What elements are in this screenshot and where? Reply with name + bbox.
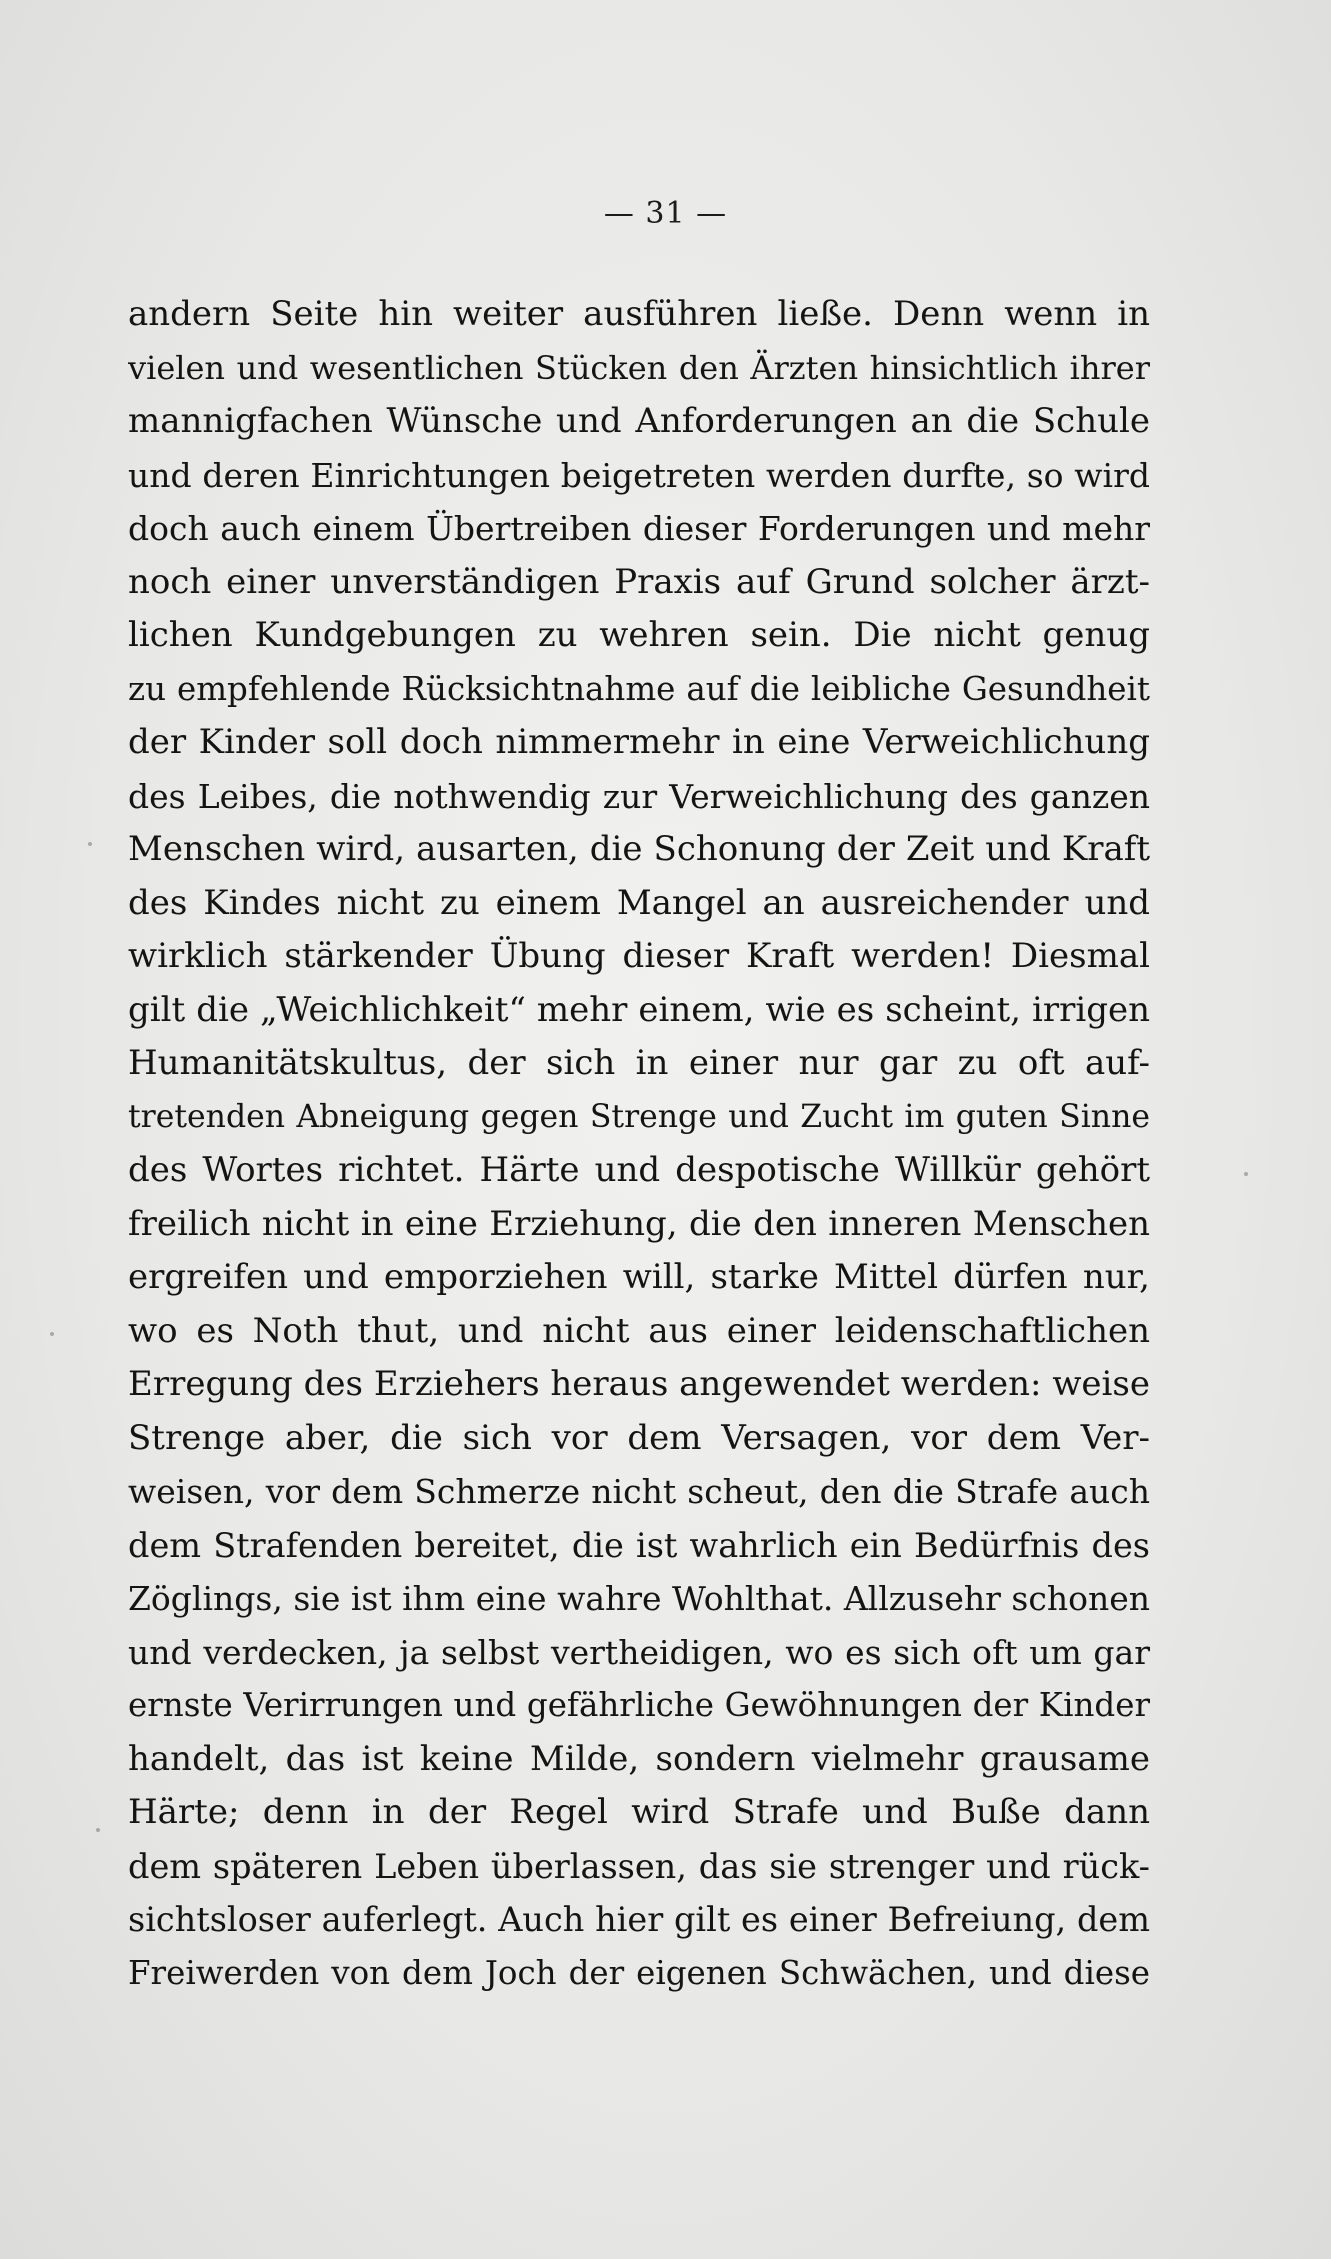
text-line: ernste Verirrungen und gefährliche Gewöhnungen der Kinder bbox=[128, 1686, 1150, 1724]
text-line: dem späteren Leben überlassen, das sie strenger und rück- bbox=[128, 1846, 1150, 1886]
text-line: freilich nicht in eine Erziehung, die den inneren Menschen bbox=[128, 1203, 1150, 1244]
text-line: Freiwerden von dem Joch der eigenen Schwächen, und diese bbox=[128, 1953, 1150, 1992]
text-line: Erregung des Erziehers heraus angewendet werden: weise bbox=[128, 1364, 1150, 1404]
text-line: noch einer unverständigen Praxis auf Grund solcher ärzt- bbox=[128, 561, 1150, 602]
text-line: zu empfehlende Rücksichtnahme auf die leibliche Gesundheit bbox=[128, 669, 1150, 708]
text-line: handelt, das ist keine Milde, sondern vielmehr grausame bbox=[128, 1738, 1150, 1779]
text-line: Menschen wird, ausarten, die Schonung der Zeit und Kraft bbox=[128, 829, 1150, 869]
text-line: dem Strafenden bereitet, die ist wahrlich ein Bedürfnis des bbox=[128, 1525, 1150, 1565]
text-line: ergreifen und emporziehen will, starke Mittel dürfen nur, bbox=[128, 1257, 1150, 1297]
text-line: und verdecken, ja selbst vertheidigen, wo es sich oft um gar bbox=[128, 1632, 1150, 1672]
text-line: des Wortes richtet. Härte und despotische Willkür gehört bbox=[128, 1150, 1150, 1190]
text-line: wo es Noth thut, und nicht aus einer leidenschaftlichen bbox=[128, 1310, 1150, 1351]
text-line: vielen und wesentlichen Stücken den Ärzten hinsichtlich ihrer bbox=[128, 348, 1150, 387]
text-line: mannigfachen Wünsche und Anforderungen an die Schule bbox=[128, 401, 1150, 441]
page-number: — 31 — bbox=[603, 196, 728, 231]
text-line: weisen, vor dem Schmerze nicht scheut, den die Strafe auch bbox=[128, 1472, 1150, 1511]
text-line: und deren Einrichtungen beigetreten werden durfte, so wird bbox=[128, 455, 1150, 495]
text-line: andern Seite hin weiter ausführen ließe. Denn wenn in bbox=[128, 294, 1150, 334]
text-line: tretenden Abneigung gegen Strenge und Zucht im guten Sinne bbox=[128, 1098, 1150, 1135]
text-line: doch auch einem Übertreiben dieser Forderungen und mehr bbox=[128, 509, 1150, 548]
text-line: Humanitätskultus, der sich in einer nur gar zu oft auf- bbox=[128, 1043, 1150, 1083]
text-line: sichtsloser auferlegt. Auch hier gilt es einer Befreiung, dem bbox=[128, 1900, 1150, 1939]
text-line: Härte; denn in der Regel wird Strafe und Buße dann bbox=[128, 1792, 1150, 1832]
text-line: wirklich stärkender Übung dieser Kraft werden! Diesmal bbox=[128, 936, 1150, 976]
paper-speck bbox=[96, 1828, 100, 1832]
text-line: Zöglings, sie ist ihm eine wahre Wohlthat. Allzusehr schonen bbox=[128, 1579, 1150, 1618]
paper-speck bbox=[88, 842, 92, 846]
text-line: lichen Kundgebungen zu wehren sein. Die nicht genug bbox=[128, 615, 1150, 655]
text-line: des Kindes nicht zu einem Mangel an ausreichender und bbox=[128, 882, 1150, 923]
paper-speck bbox=[1244, 1172, 1248, 1176]
text-line: der Kinder soll doch nimmermehr in eine Verweichlichung bbox=[128, 722, 1150, 762]
body-text bbox=[128, 288, 1150, 2000]
text-line: gilt die „Weichlichkeit“ mehr einem, wie es scheint, irrigen bbox=[128, 989, 1150, 1030]
text-line: des Leibes, die nothwendig zur Verweichlichung des ganzen bbox=[128, 776, 1150, 816]
paper-speck bbox=[50, 1332, 54, 1336]
text-line: Strenge aber, die sich vor dem Versagen, vor dem Ver- bbox=[128, 1417, 1150, 1458]
